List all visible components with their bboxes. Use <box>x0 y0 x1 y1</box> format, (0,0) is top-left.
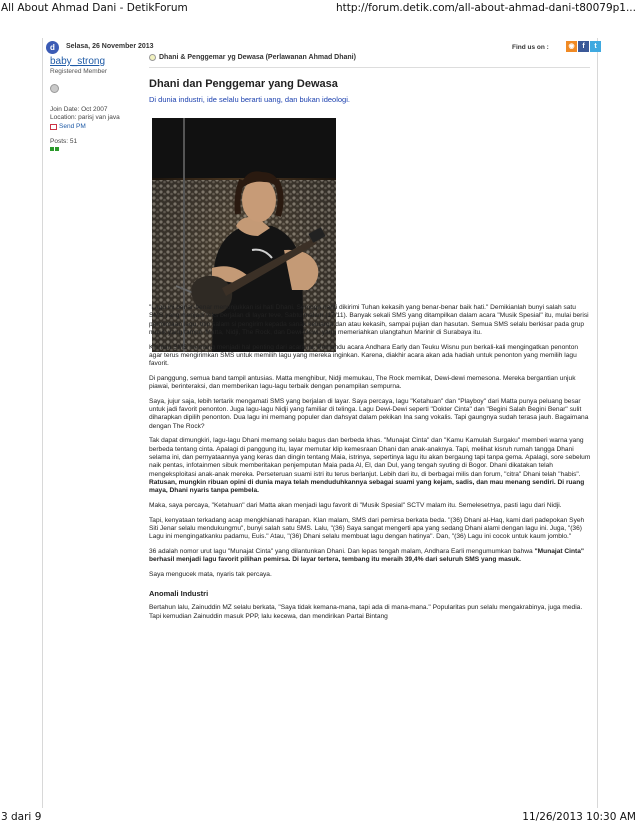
article-headline: Dhani dan Penggemar yang Dewasa <box>149 78 338 90</box>
print-page-number: 3 dari 9 <box>1 811 42 823</box>
article-paragraph: Maka, saya percaya, "Ketahuan" dari Matta akan menjadi lagu favorit di "Musik Spesial" SCTV malam itu. Semelesetnya, pasti lagu dari Nidji. <box>149 501 562 509</box>
article-body <box>149 304 592 627</box>
post-content <box>149 54 591 620</box>
article-paragraph: 36 adalah nomor urut lagu "Munajat Cinta" yang dilantunkan Dhani. Dan lepas tengah malam, Andhara Earli mengumumkan bahwa "Munajat Cinta" berhasil menjadi lagu favorit pilihan pemirsa. Di layar tertera, tembang itu meraih 39,4% dari seluruh SMS yang masuk. <box>149 547 585 564</box>
reputation-bar <box>50 147 142 151</box>
rss-icon[interactable]: ◉ <box>566 41 577 52</box>
detik-logo-icon[interactable]: d <box>46 41 59 54</box>
article-paragraph: Saya, jujur saja, lebih tertarik mengamati SMS yang berjalan di layar. Saya percaya, lagu "Ketahuan" dan "Playboy" dari Matta punya peluang besar untuk jadi favorit penonton. Juga lagu-lagu Nidji yang familiar di telinga. Lagu Dewi-Dewi seperti "Dokter Cinta" dan "Begini Salah Begini Benar" sulit diharapkan dipilih penonton. Dua lagu ini memang populer dan dahsyat dalam pekikan Ina sang vokalis. Tapi gaungnya sudah terasa jauh. Bagaimana dengan The Rock? <box>149 397 589 430</box>
print-page-url: http://forum.detik.com/all-about-ahmad-dani-t80079p1... <box>335 2 636 14</box>
article-paragraph: Tak dapat dimungkiri, lagu-lagu Dhani memang selalu bagus dan berbeda khas. "Munajat Cinta" dan "Kamu Kamulah Surgaku" memberi warna yang berbeda tentang cinta. Apalagi di panggung itu, layar memutar klip kemesraan Dhani dan anak-anaknya. Tapi, melihat kisruh rumah tangga Dhani selama ini, dan pernyataannya yang keras dan dingin tentang Maia, istrinya, sepertinya lagu itu akan bergaung tapi tanpa gema. Apalagi, sore sebelum naik pentas, infotainmen sibuk memberitakan penjemputan Maia pada Al, El, dan Dul, yang tengah syuting di Bogor. Dhani dikatakan telah mengeksploitasi anak-anak mereka. Perseteruan suami istri itu terus berlanjut. Lebih dari itu, di berbagai milis dan forum, "citra" Dhani telah "habis". Ratusan, mungkin ribuan opini di dunia maya telah menduduhkannya sebagai suami yang kejam, sadis, dan mau menang sendiri. Di ruang maya, Dhani nyaris tanpa pembela. <box>149 437 591 495</box>
article-paragraph: Saya mengucek mata, nyaris tak percaya. <box>149 570 272 578</box>
article-subtitle: Di dunia industri, ide selalu berarti uang, dan bukan ideologi. <box>149 95 350 104</box>
send-pm-icon <box>50 124 57 130</box>
current-date: Selasa, 26 November 2013 <box>66 43 154 50</box>
facebook-icon[interactable]: f <box>578 41 589 52</box>
title-divider <box>149 67 590 68</box>
article-paragraph: Kiriman SMS memang menjadi hal penting dari acara ini. Pemandu acara Andhara Early dan Teuku Wisnu pun berkali-kali mengingatkan penonton agar terus mengirimkan SMS untuk memilih lagu yang mereka inginkan. Karena, diakhir acara akan ada hadiah untuk penonton yang memilih lagu favorit. <box>149 343 579 368</box>
post-title: Dhani & Penggemar yg Dewasa (Perlawanan Ahmad Dhani) <box>159 54 356 61</box>
article-paragraph: Di panggung, semua band tampil antusias. Matta menghibur, Nidji memukau, The Rock memikat, Dewi-dewi memesona. Mereka bergantian unjuk piawai, berinteraksi, dan memberikan lagu-lagu terbaik dengan penampilan sempurna. <box>149 374 576 391</box>
article-paragraph: Tapi, kenyataan terkadang acap mengkhianati harapan. Klan malam, SMS dari pemirsa berkata beda. "(36) Dhani al-Haq, kami dari padepokan Syeh Siti Jenar selalu mendukungmu", bunyi salah satu SMS. Lalu, "(36) Saya sangat mengerti apa yang sedang Dhani alami dengan lagu ini. Juga, "(36) Lagu ini mengingatkanku padamu, Euis." Atau, "(36) Dhani selalu membuat lagu dengan hatinya". Dan, "(36) Lagu ini cocok untuk kaum jomblo." <box>149 516 585 541</box>
author-username[interactable]: baby_strong <box>50 56 106 67</box>
post-author-panel <box>50 56 142 151</box>
post-title-row <box>149 54 590 61</box>
send-pm-label: Send PM <box>59 123 86 130</box>
offline-status-icon <box>50 84 59 93</box>
author-location: Location: parisj van java <box>50 114 120 121</box>
article-bold-text: Ratusan, mungkin ribuan opini di dunia maya telah menduduhkannya sebagai suami yang kejam, sadis, dan mau menang sendiri. Di ruang maya, Dhani nyaris tanpa pembela. <box>149 478 585 495</box>
print-header <box>0 0 638 18</box>
author-rank: Registered Member <box>50 68 108 75</box>
print-datetime: 11/26/2013 10:30 AM <box>522 811 636 823</box>
twitter-icon[interactable]: t <box>590 41 601 52</box>
print-footer <box>0 808 638 826</box>
print-page-title: All About Ahmad Dani - DetikForum <box>1 2 188 14</box>
find-us-label: Find us on : <box>512 44 549 51</box>
section-heading: Anomali Industri <box>149 589 209 599</box>
author-join-date: Join Date: Oct 2007 <box>50 106 108 113</box>
post-bulb-icon <box>149 54 156 61</box>
author-post-count: Posts: 51 <box>50 138 78 145</box>
article-bold-text: "Munajat Cinta" berhasil menjadi lagu favorit pilihan pemirsa. Di layar tertera, tembang itu meraih 39,4% dari seluruh SMS yang masuk. <box>149 547 585 564</box>
send-pm-link[interactable] <box>50 123 142 130</box>
article-paragraph: Bertahun lalu, Zainuddin MZ selalu berkata, "Saya tidak kemana-mana, tapi ada di mana-mana." Popularitas pun selalu mengakrabinya, juga media. Tapi kemudian Zainuddin masuk PPP, lalu kecewa, dan mendirikan Partai Bintang <box>149 604 583 620</box>
article-paragraph: "Lagu ini benar-benar menunjukkan isi hati Dhani. Semoga nanti dikirimi Tuhan kekasih yang benar-benar baik hati." Demikianlah bunyi salah satu SMS yang menjadi teks berjalan di layar teve, Sabtu malam (17/11). Banyak sekali SMS yang ditampilkan dalam acara "Musik Spesial" itu, mulai berisi permintaan lagu, titip salam si pengirim kepada sanak keluarga dan atau kekasih, sampai pujian dan hasutan. Semua SMS selalu berkisar pada grup musik yang tampil, Matta, Nidji, The Rock, dan Dewi-Dewi, yang memeriahkan ulangtahun Marinir di Surabaya itu. <box>149 304 589 336</box>
